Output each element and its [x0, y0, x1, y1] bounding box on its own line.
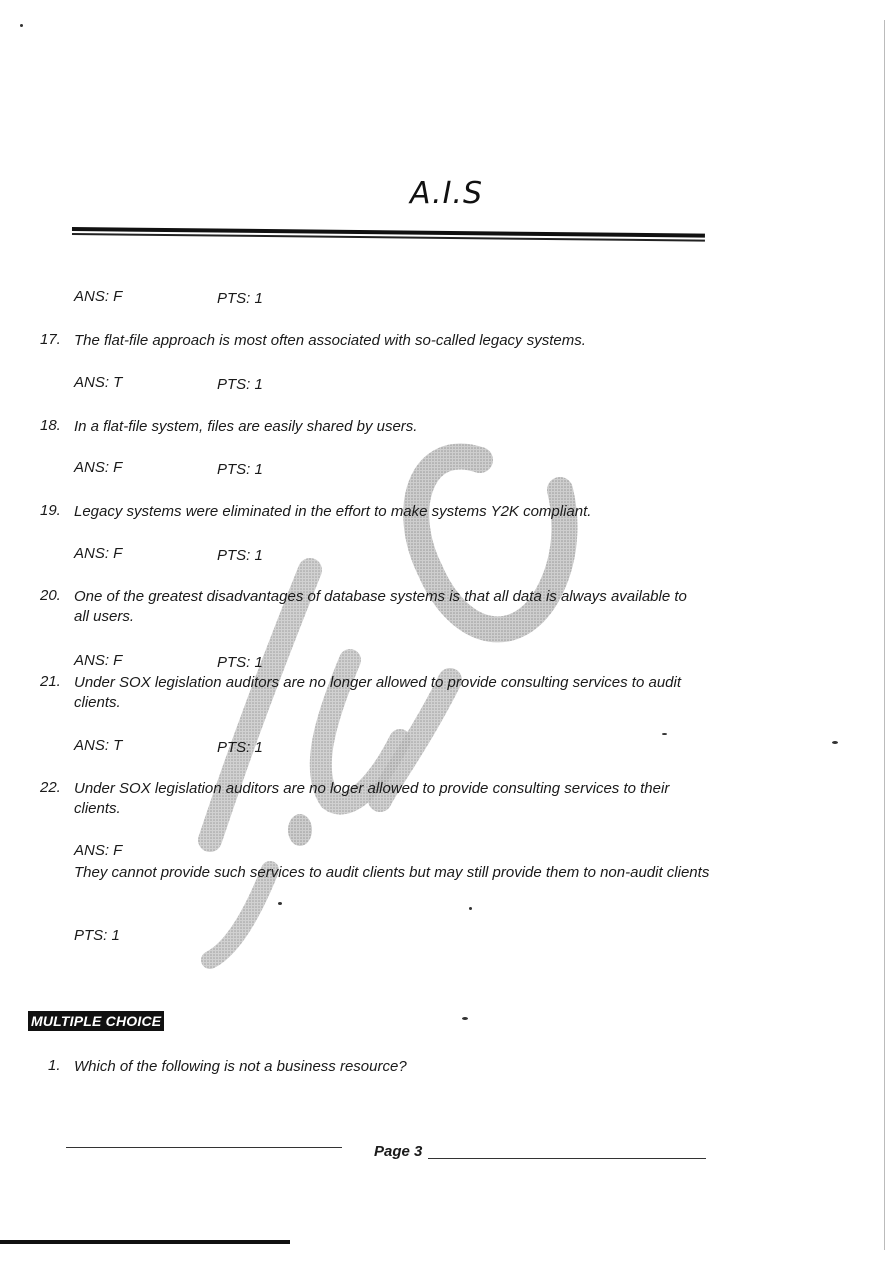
question-text: The flat-file approach is most often associated with so-called legacy systems.: [74, 332, 586, 349]
question-number: 19.: [40, 502, 61, 519]
section-heading: MULTIPLE CHOICE: [28, 1011, 164, 1031]
question-text: Under SOX legislation auditors are no longer allowed to provide consulting services to audit clients.: [74, 674, 682, 711]
question-text: In a flat-file system, files are easily shared by users.: [74, 418, 418, 435]
scan-speck: [20, 24, 23, 27]
answer-label: ANS: T: [74, 737, 123, 754]
answer-label: ANS: F: [74, 545, 123, 562]
scan-speck: [662, 733, 667, 735]
question-number: 18.: [40, 417, 61, 434]
question-number: 22.: [40, 779, 61, 796]
footer-rule-right: [428, 1158, 706, 1159]
answer-label: ANS: F: [74, 652, 123, 669]
points-label: PTS: 1: [217, 290, 263, 307]
question-text: Which of the following is not a business resource?: [74, 1058, 407, 1075]
points-label: PTS: 1: [217, 547, 263, 564]
answer-explanation: They cannot provide such services to audit clients but may still provide them to non-audit clients: [74, 864, 710, 881]
question-number: 1.: [48, 1057, 61, 1074]
answer-label: ANS: F: [74, 842, 123, 859]
question-number: 21.: [40, 673, 61, 690]
answer-label: ANS: T: [74, 374, 123, 391]
question-text: Legacy systems were eliminated in the effort to make systems Y2K compliant.: [74, 503, 592, 520]
scan-speck: [832, 741, 838, 744]
scan-speck: [462, 1017, 468, 1020]
answer-label: ANS: F: [74, 459, 123, 476]
question-number: 20.: [40, 587, 61, 604]
page-number: Page 3: [374, 1143, 423, 1160]
points-label: PTS: 1: [217, 461, 263, 478]
points-label: PTS: 1: [217, 654, 263, 671]
watermark-stroke: [210, 870, 270, 960]
scan-speck: [469, 907, 472, 910]
page-title: A.I.S: [409, 176, 484, 211]
points-label: PTS: 1: [217, 376, 263, 393]
footer-rule-left: [66, 1147, 342, 1148]
question-number: 17.: [40, 331, 61, 348]
scan-speck: [278, 902, 282, 905]
scan-bottom-bar: [0, 1240, 290, 1244]
points-label: PTS: 1: [217, 739, 263, 756]
points-label: PTS: 1: [74, 927, 120, 944]
question-text: One of the greatest disadvantages of database systems is that all data is always available to all users.: [74, 588, 687, 625]
question-text: Under SOX legislation auditors are no loger allowed to provide consulting services to their clients.: [74, 780, 670, 817]
answer-label: ANS: F: [74, 288, 123, 305]
